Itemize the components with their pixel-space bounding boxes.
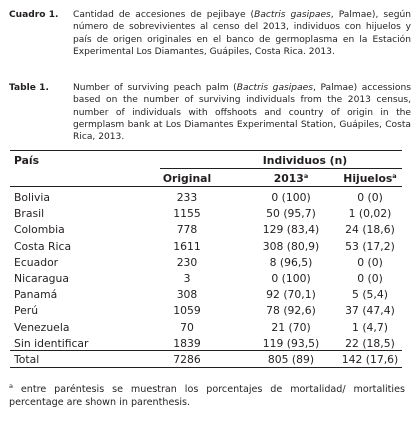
hijuelos-cell: 0 (0) xyxy=(357,272,383,285)
hijuelos-header-label: Hijuelos xyxy=(343,172,393,185)
hijuelos-header-footnote-marker: a xyxy=(392,172,397,180)
year-2013-header-footnote-marker: a xyxy=(303,172,309,180)
caption-english-species: Bactris gasipaes xyxy=(236,83,313,93)
year-2013-cell: 129 (83,4) xyxy=(262,223,320,237)
hijuelos-cell: 37 (47,4) xyxy=(345,304,395,318)
caption-english-text-end: , Palmae) accessions based on the number of surviving individuals from the 2013 census, number of individuals with offshoots and country of origin in the germplasm bank at Los Diamantes Experimental Station, Guápiles, Costa Rica, 2013. xyxy=(73,83,412,143)
caption-spanish-text-end: , Palmae), según número de sobrevivientes al censo del 2013, individuos con hijuelos y país de origen originales en el banco de germoplasma en la Estación Experimental Los Diamantes, Guápiles, Costa Rica. 2013. xyxy=(73,10,411,57)
footnote-marker: a xyxy=(9,382,13,390)
hijuelos-cell: 22 (18,5) xyxy=(345,336,395,350)
footnote-text: entre paréntesis se muestran los porcentajes de mortalidad/ mortalities percentage are shown in parenthesis. xyxy=(9,384,405,408)
country-cell: Costa Rica xyxy=(14,239,72,253)
original-cell: 3 xyxy=(183,272,191,285)
hijuelos-cell: 142 (17,6) xyxy=(341,353,399,366)
country-header: País xyxy=(14,154,40,167)
individuals-group-header: Individuos (n) xyxy=(262,154,348,167)
hijuelos-cell: 0 (0) xyxy=(357,191,383,204)
year-2013-cell: 8 (96,5) xyxy=(269,255,313,269)
country-cell: Total xyxy=(14,353,40,366)
caption-spanish-text-start: Cantidad de accesiones de pejibaye ( xyxy=(73,10,255,20)
country-cell: Nicaragua xyxy=(14,272,69,285)
year-2013-cell: 92 (70,1) xyxy=(266,288,316,302)
header-bottom-rule xyxy=(10,186,402,187)
hijuelos-cell: 5 (5,4) xyxy=(352,288,388,302)
year-2013-cell: 21 (70) xyxy=(271,320,311,334)
year-2013-cell: 50 (95,7) xyxy=(266,207,316,221)
original-cell: 7286 xyxy=(173,353,201,366)
hijuelos-column-header xyxy=(332,172,408,185)
total-row-rule xyxy=(10,350,402,351)
caption-english-text-start: Number of surviving peach palm ( xyxy=(73,83,237,93)
table-top-rule xyxy=(10,150,402,151)
year-2013-cell: 308 (80,9) xyxy=(262,239,320,253)
original-column-header: Original xyxy=(162,172,212,185)
year-2013-cell: 78 (92,6) xyxy=(266,304,316,318)
table-bottom-rule xyxy=(10,367,402,368)
country-cell: Brasil xyxy=(14,207,45,221)
original-cell: 70 xyxy=(180,320,194,334)
country-cell: Venezuela xyxy=(14,320,70,334)
country-cell: Colombia xyxy=(14,223,65,237)
caption-spanish xyxy=(9,9,411,58)
year-2013-cell: 805 (89) xyxy=(267,353,315,366)
caption-english xyxy=(9,82,411,143)
country-cell: Ecuador xyxy=(14,255,59,269)
year-2013-cell: 0 (100) xyxy=(271,191,311,204)
caption-english-label: Table 1. xyxy=(9,83,49,93)
original-cell: 1611 xyxy=(173,239,201,253)
original-cell: 308 xyxy=(176,288,198,302)
year-2013-header-label: 2013 xyxy=(273,172,304,185)
caption-english-text xyxy=(73,82,411,143)
caption-spanish-species: Bactris gasipaes xyxy=(254,10,331,20)
hijuelos-cell: 0 (0) xyxy=(357,255,383,269)
country-cell: Perú xyxy=(14,304,39,318)
year-2013-cell: 0 (100) xyxy=(271,272,311,285)
country-cell: Panamá xyxy=(14,288,58,302)
year-2013-cell: 119 (93,5) xyxy=(262,336,320,350)
hijuelos-cell: 53 (17,2) xyxy=(345,239,395,253)
group-header-rule xyxy=(160,168,402,169)
country-cell: Bolivia xyxy=(14,191,51,204)
hijuelos-cell: 1 (4,7) xyxy=(352,320,388,334)
footnote xyxy=(9,380,405,409)
hijuelos-cell: 1 (0,02) xyxy=(348,207,392,221)
caption-spanish-label: Cuadro 1. xyxy=(9,10,59,20)
country-cell: Sin identificar xyxy=(14,336,89,350)
original-cell: 1059 xyxy=(173,304,201,318)
original-cell: 233 xyxy=(176,191,198,204)
original-cell: 230 xyxy=(176,255,198,269)
original-cell: 1155 xyxy=(173,207,201,221)
original-cell: 1839 xyxy=(173,336,201,350)
year-2013-column-header xyxy=(246,172,336,185)
caption-spanish-text xyxy=(73,9,411,58)
hijuelos-cell: 24 (18,6) xyxy=(345,223,395,237)
original-cell: 778 xyxy=(176,223,198,237)
